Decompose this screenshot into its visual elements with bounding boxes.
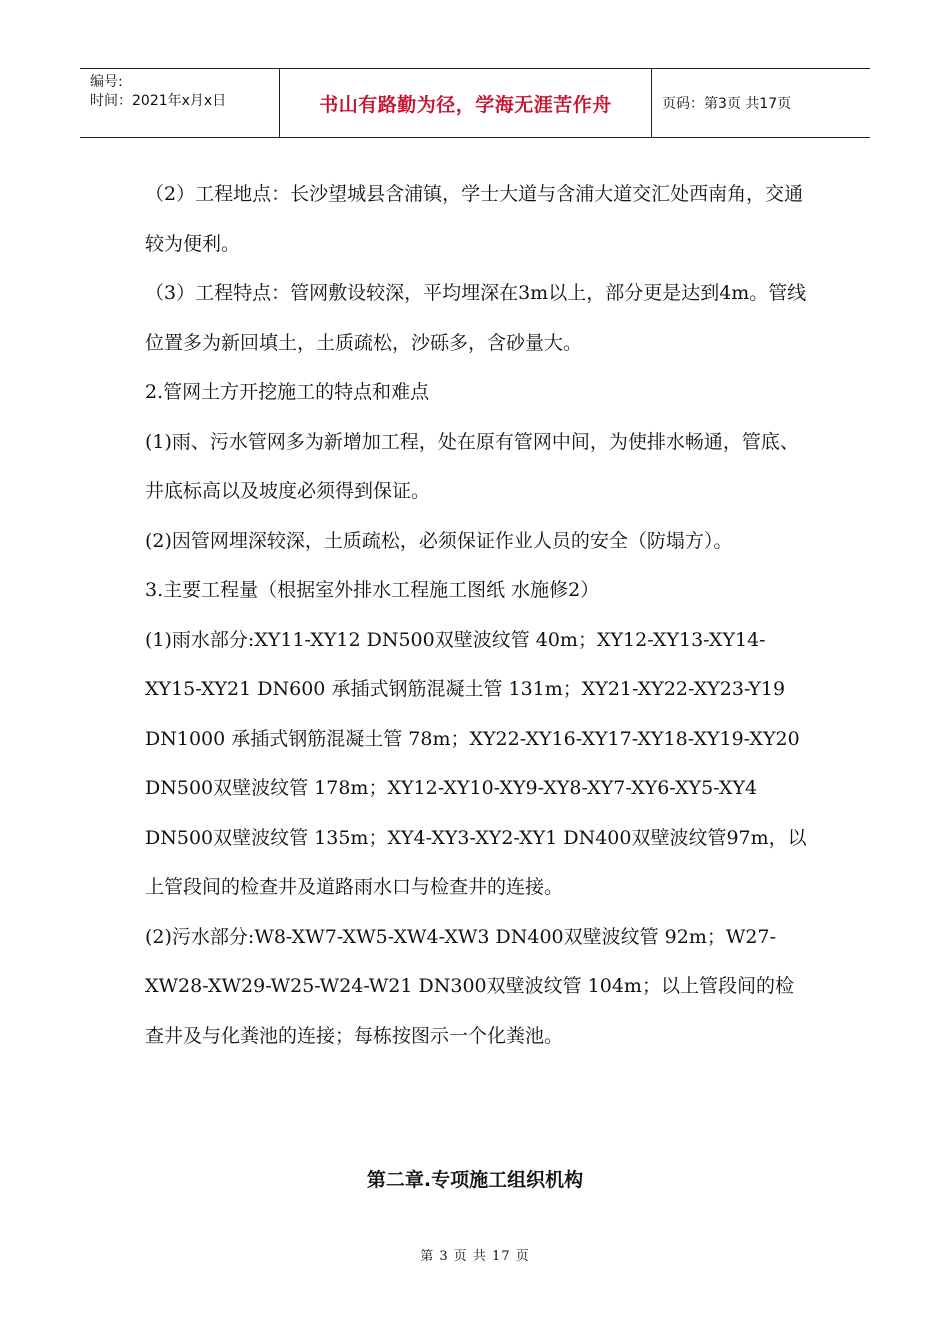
chapter-title: 第二章.专项施工组织机构 (366, 1169, 584, 1191)
section-heading-excavation: 2.管网土方开挖施工的特点和难点 (145, 381, 430, 403)
paragraph-project-features: （3）工程特点：管网敷设较深，平均埋深在3m以上，部分更是达到4m。管线位置多为新回填土，土质疏松，沙砾多，含砂量大。 (145, 282, 807, 354)
page-footer: 第 3 页 共 17 页 (420, 1249, 530, 1264)
section-heading-quantities: 3.主要工程量（根据室外排水工程施工图纸 水施修2） (145, 579, 600, 601)
document-body (145, 170, 810, 1061)
paragraph-difficulty-2: (2)因管网埋深较深，土质疏松，必须保证作业人员的安全（防塌方）。 (145, 529, 733, 552)
number-label: 编号: (90, 74, 123, 90)
paragraph-rainwater: (1)雨水部分:XY11-XY12 DN500双壁波纹管 40m；XY12-XY13-XY14-XY15-XY21 DN600 承插式钢筋混凝土管 131m；XY21-XY22-XY23-Y19 DN1000 承插式钢筋混凝土管 78m；XY22-XY16-XY17-XY18-XY19-XY20 DN500双壁波纹管 178m；XY12-XY10-XY9-XY8-XY7-XY6-XY5-XY4 DN500双壁波纹管 135m；XY4-XY3-XY2-XY1 DN400双壁波纹管97m，以上管段间的检查井及道路雨水口与检查井的连接。 (145, 628, 807, 898)
time-label: 时间：2021年x月x日 (90, 93, 227, 109)
header-meta (80, 69, 280, 137)
paragraph-project-location: （2）工程地点：长沙望城县含浦镇，学士大道与含浦大道交汇处西南角，交通较为便利。 (145, 183, 804, 255)
paragraph-sewage: (2)污水部分:W8-XW7-XW5-XW4-XW3 DN400双壁波纹管 92m；W27-XW28-XW29-W25-W24-W21 DN300双壁波纹管 104m；以上管段间的检查井及与化粪池的连接；每栋按图示一个化粪池。 (145, 925, 794, 1047)
header-page-info: 页码：第3页 共17页 (662, 96, 792, 112)
paragraph-difficulty-1: (1)雨、污水管网多为新增加工程，处在原有管网中间，为使排水畅通，管底、井底标高以及坡度必须得到保证。 (145, 430, 799, 502)
page-header (80, 68, 870, 138)
header-motto: 书山有路勤为径，学海无涯苦作舟 (280, 69, 652, 137)
